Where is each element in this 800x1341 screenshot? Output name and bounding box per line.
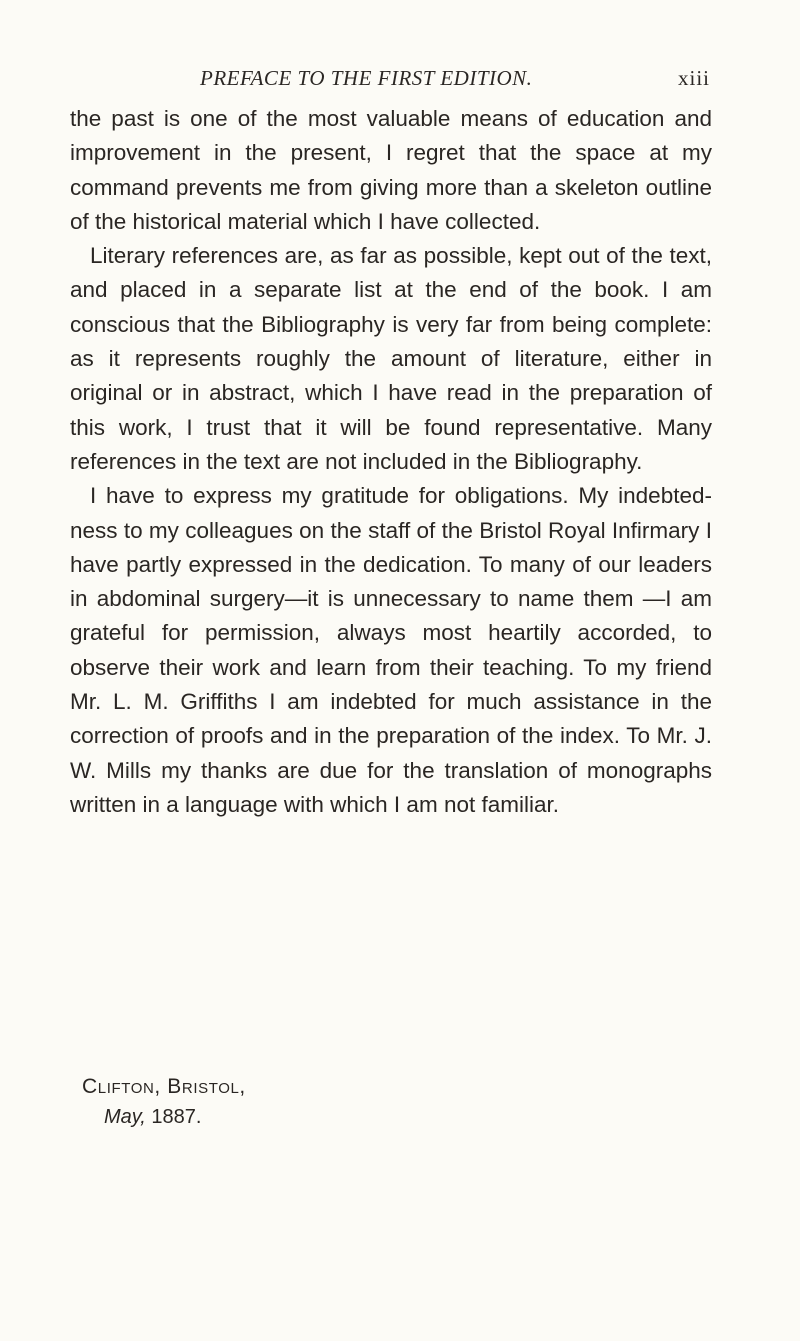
signature-block — [82, 1072, 246, 1132]
preface-text — [70, 102, 712, 822]
signature-year: 1887. — [151, 1106, 202, 1128]
running-title: PREFACE TO THE FIRST EDITION. — [200, 66, 533, 90]
paragraph-references: Literary references are, as far as possible, kept out of the text, and placed in a separate list at the end of the book. I am conscious that the Bibliography is very far from being complete: as it represents roughly the amount of literature, either in original or in abstract, which I have read in the preparation of this work, I trust that it will be found representative. Many references in the text are not included in the Bibliography. — [70, 243, 712, 474]
signature-month: May, — [104, 1106, 146, 1128]
paragraph-continuation: the past is one of the most valuable means of education and improvement in the present, I regret that the space at my command prevents me from giving more than a skeleton outline of the historical material which I have collected. — [70, 106, 712, 234]
page-number: xiii — [677, 66, 710, 90]
running-head — [200, 66, 710, 96]
signature-date — [82, 1102, 246, 1132]
signature-place: Clifton, Bristol, — [82, 1075, 246, 1098]
paragraph-acknowledgements: I have to express my gratitude for obligations. My indebtedness to my colleagues on the staff of the Bristol Royal Infirmary I have partly expressed in the dedication. To many of our leaders in abdominal surgery—it is unnecessary to name them —I am grateful for permission, always most heartily accorded, to observe their work and learn from their teaching. To my friend Mr. L. M. Griffiths I am indebted for much assistance in the correction of proofs and in the preparation of the index. To Mr. J. W. Mills my thanks are due for the translation of monographs written in a language with which I am not familiar. — [70, 483, 712, 817]
